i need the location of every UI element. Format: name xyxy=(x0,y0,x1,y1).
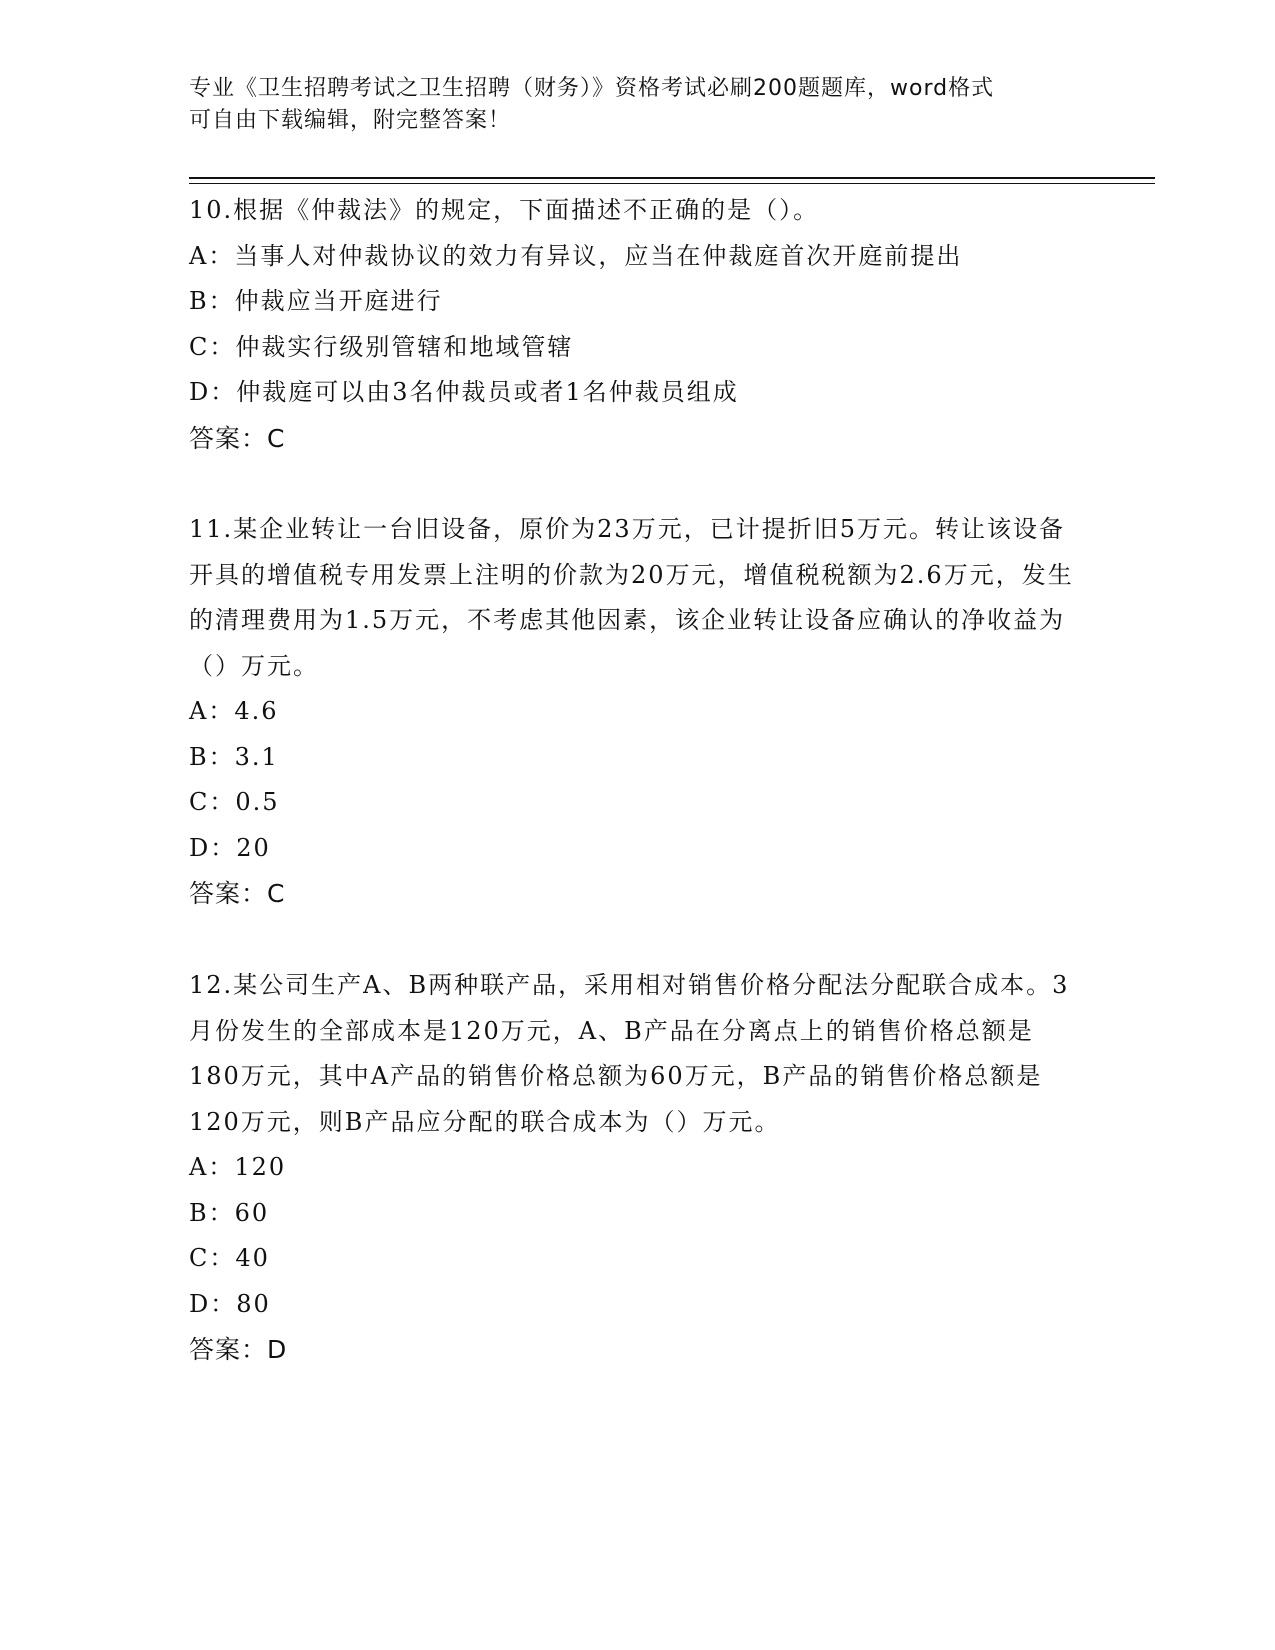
option-a: A：4.6 xyxy=(189,697,279,725)
question-12 xyxy=(189,963,1079,1373)
header-title-line-1: 专业《卫生招聘考试之卫生招聘（财务）》资格考试必刷200题题库，word格式 xyxy=(189,76,995,101)
option-d: D：20 xyxy=(189,833,271,862)
question-stem: 12.某公司生产A、B两种联产品，采用相对销售价格分配法分配联合成本。3月份发生的全部成本是120万元，A、B产品在分离点上的销售价格总额是180万元，其中A产品的销售价格总额为60万元，B产品的销售价格总额是120万元，则B产品应分配的联合成本为（）万元。 xyxy=(189,971,1070,1136)
question-stem: 11.某企业转让一台旧设备，原价为23万元，已计提折旧5万元。转让该设备开具的增值税专用发票上注明的价款为20万元，增值税税额为2.6万元，发生的清理费用为1.5万元，不考虑其他因素，该企业转让设备应确认的净收益为（）万元。 xyxy=(189,515,1074,680)
option-b: B：仲裁应当开庭进行 xyxy=(189,287,443,315)
answer-label: 答案：C xyxy=(189,879,286,908)
answer-label: 答案：D xyxy=(189,1335,288,1364)
option-b: B：60 xyxy=(189,1198,270,1227)
question-10 xyxy=(189,188,1079,461)
option-c: C：40 xyxy=(189,1244,270,1272)
document-header xyxy=(189,73,1069,137)
header-title-line-2: 可自由下载编辑，附完整答案！ xyxy=(189,108,512,133)
option-c: C：0.5 xyxy=(189,788,280,816)
header-divider-thin xyxy=(189,183,1155,184)
option-a: A：当事人对仲裁协议的效力有异议，应当在仲裁庭首次开庭前提出 xyxy=(189,241,963,270)
header-divider-thick xyxy=(189,177,1155,179)
question-11 xyxy=(189,507,1079,917)
option-c: C：仲裁实行级别管辖和地域管辖 xyxy=(189,332,574,361)
question-stem: 10.根据《仲裁法》的规定，下面描述不正确的是（）。 xyxy=(189,196,820,224)
option-b: B：3.1 xyxy=(189,742,279,771)
option-d: D：仲裁庭可以由3名仲裁员或者1名仲裁员组成 xyxy=(189,378,739,406)
option-a: A：120 xyxy=(189,1153,287,1181)
option-d: D：80 xyxy=(189,1289,271,1318)
answer-label: 答案：C xyxy=(189,423,286,453)
